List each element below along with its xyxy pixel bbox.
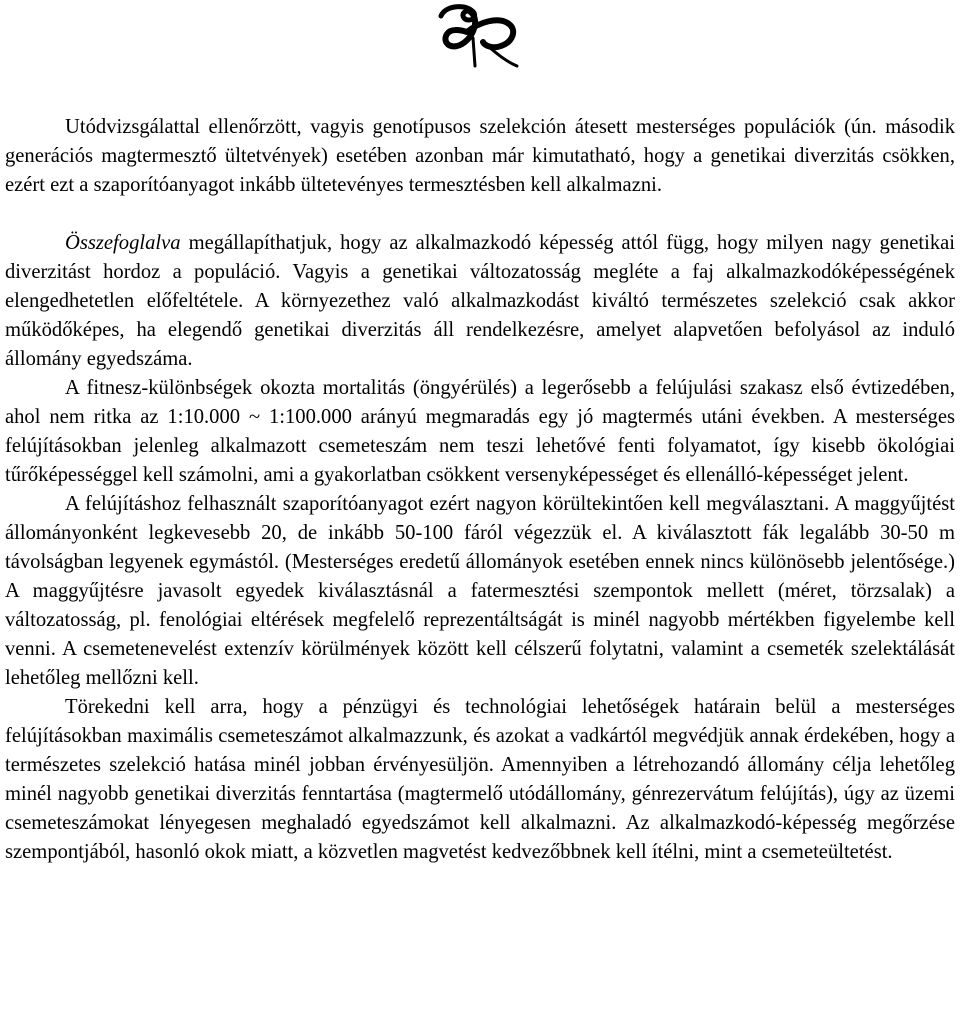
- leaf-logo-icon: [433, 2, 525, 70]
- document-body: [5, 113, 955, 867]
- paragraph-2-text: megállapíthatjuk, hogy az alkalmazkodó képesség attól függ, hogy milyen nagy genetikai diverzitást hordoz a populáció. Vagyis a genetikai változatosság megléte a faj alkalmazkodóképességének elengedhetetlen előfeltétele. A környezethez való alkalmazkodást kiváltó természetes szelekció csak akkor működőképes, ha elegendő genetikai diverzitás áll rendelkezésre, amelyet alapvetően befolyásol az induló állomány egyedszáma.: [5, 232, 955, 370]
- paragraph-1: Utódvizsgálattal ellenőrzött, vagyis genotípusos szelekción átesett mesterséges populációk (ún. második generációs magtermesztő ültetvények) esetében azonban már kimutatható, hogy a genetikai diverzitás csökken, ezért ezt a szaporítóanyagot inkább ültetevényes termesztésben kell alkalmazni.: [5, 116, 955, 196]
- paragraph-5: Törekedni kell arra, hogy a pénzügyi és technológiai lehetőségek határain belül a mesterséges felújításokban maximális csemeteszámot alkalmazzunk, és azokat a vadkártól megvédjük annak érdekében, hogy a természetes szelekció hatása minél jobban érvényesüljön. Amennyiben a létrehozandó állomány célja lehetőleg minél nagyobb genetikai diverzitás fenntartása (magtermelő utódállomány, génrezervátum felújítás), úgy az üzemi csemeteszámokat lényegesen meghaladó egyedszámot kell alkalmazni. Az alkalmazkodó-képesség megőrzése szempontjából, hasonló okok miatt, a közvetlen magvetést kedvezőbbnek kell ítélni, mint a csemeteültetést.: [5, 696, 955, 863]
- paragraph-4: A felújításhoz felhasznált szaporítóanyagot ezért nagyon körültekintően kell megválasztani. A maggyűjtést állományonként legkevesebb 20, de inkább 50-100 fáról végezzük el. A kiválasztott fák legalább 30-50 m távolságban legyenek egymástól. (Mesterséges eredetű állományok esetében ennek nincs különösebb jelentősége.) A maggyűjtésre javasolt egyedek kiválasztásnál a fatermesztési szempontok mellett (méret, törzsalak) a változatosság, pl. fenológiai eltérések megfelelő reprezentáltságát is minél nagyobb mértékben figyelembe kell venni. A csemetenevelést extenzív körülmények között kell célszerű folytatni, valamint a csemeték szelektálását lehetőleg mellőzni kell.: [5, 493, 955, 689]
- paragraph-2: [5, 229, 955, 374]
- paragraph-2-lead: Összefoglalva: [65, 232, 181, 254]
- paragraph-3: A fitnesz-különbségek okozta mortalitás (öngyérülés) a legerősebb a felújulási szakasz első évtizedében, ahol nem ritka az 1:10.000 ~ 1:100.000 arányú megmaradás egy jó magtermés utáni években. A mesterséges felújításokban jelenleg alkalmazott csemeteszám nem teszi lehetővé fenti folyamatot, így kisebb ökológiai tűrőképességgel kell számolni, ami a gyakorlatban csökkent versenyképességet és ellenálló-képességet jelent.: [5, 377, 955, 486]
